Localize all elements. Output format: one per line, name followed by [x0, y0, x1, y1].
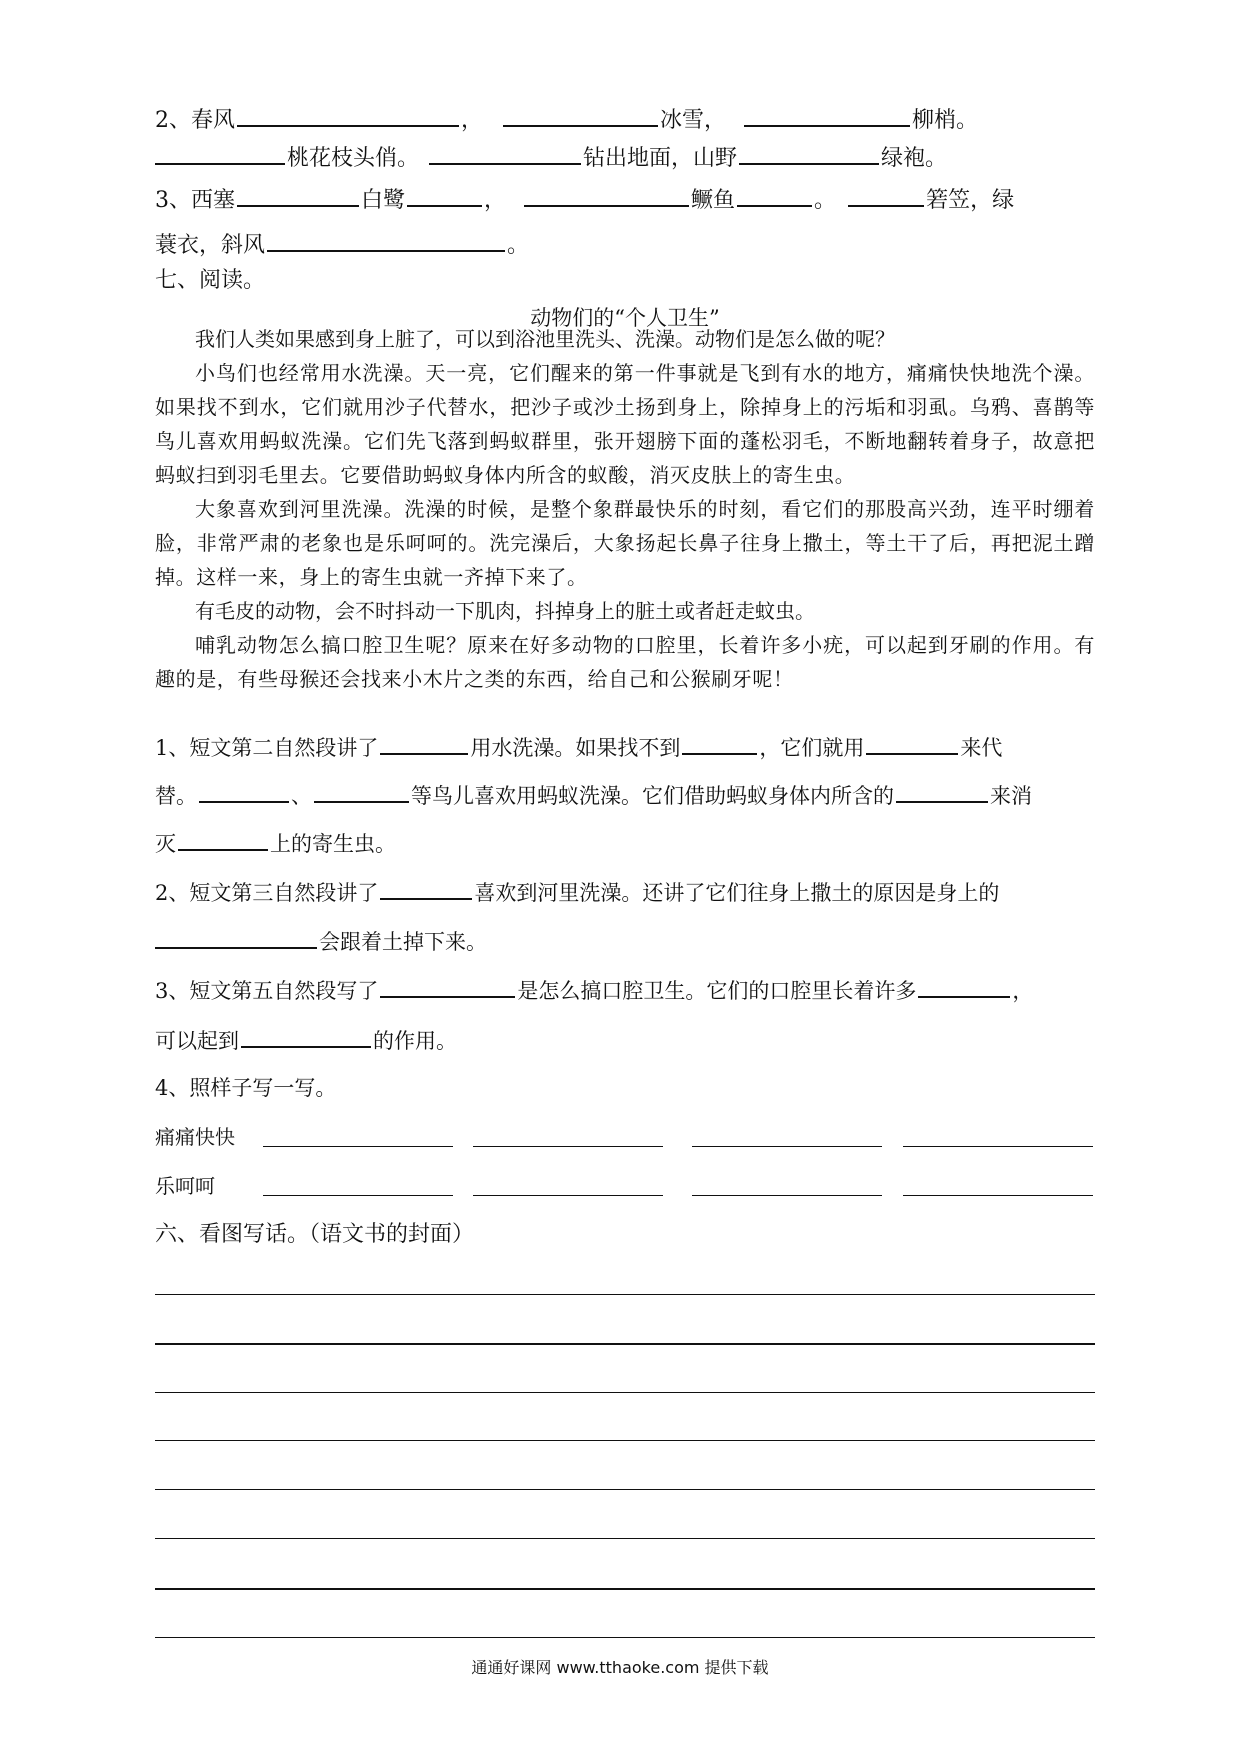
- q2-text-1: 2、春风: [155, 108, 235, 133]
- q2-text-5: 桃花枝头俏。: [287, 146, 420, 171]
- reading-paragraph-2: 小鸟们也经常用水洗澡。天一亮，它们醒来的第一件事就是飞到有水的地方，痛痛快快地洗个澡。如果找不到水，它们就用沙子代替水，把沙子或沙土扬到身上，除掉身上的污垢和羽虱。乌鸦、喜鹊等鸟儿喜欢用蚂蚁洗澡。它们先飞落到蚂蚁群里，张开翅膀下面的蓬松羽毛，不断地翻转着身子，故意把蚂蚁扫到羽毛里去。它要借助蚂蚁身体内所含的蚁酸，消灭皮肤上的寄生虫。: [155, 361, 1095, 487]
- reading-paragraph-4: 有毛皮的动物，会不时抖动一下肌肉，抖掉身上的脏土或者赶走蚊虫。: [195, 599, 815, 623]
- q3r-text-1: 3、短文第五自然段写了: [155, 979, 379, 1003]
- writing-heading: 六、看图写话。（语文书的封面）: [155, 1222, 475, 1247]
- blank[interactable]: [918, 974, 1010, 998]
- blank[interactable]: [682, 731, 757, 755]
- reading-q1-line1: [155, 731, 1002, 763]
- blank[interactable]: [739, 141, 879, 165]
- pattern-blank[interactable]: [263, 1195, 453, 1196]
- pattern-example: 乐呵呵: [155, 1174, 215, 1198]
- blank[interactable]: [866, 731, 958, 755]
- q1-text-4: 来代: [960, 736, 1003, 760]
- q2r-text-2: 喜欢到河里洗澡。还讲了它们往身上撒土的原因是身上的: [474, 881, 1000, 905]
- blank[interactable]: [380, 974, 515, 998]
- blank[interactable]: [199, 779, 289, 803]
- blank[interactable]: [380, 731, 468, 755]
- reading-paragraph-5: 哺乳动物怎么搞口腔卫生呢？原来在好多动物的口腔里，长着许多小疣，可以起到牙刷的作用。有趣的是，有些母猴还会找来小木片之类的东西，给自己和公猴刷牙呢！: [155, 633, 1095, 691]
- q3r-text-2: 是怎么搞口腔卫生。它们的口腔里长着许多: [517, 979, 917, 1003]
- q3-text-6: 箬笠，绿: [926, 188, 1015, 213]
- q3r-text-3: ，: [1012, 979, 1034, 1003]
- blank[interactable]: [503, 103, 658, 127]
- blank[interactable]: [407, 183, 482, 207]
- blank[interactable]: [155, 925, 317, 949]
- q3-text-5: 。: [814, 188, 837, 213]
- q1-text-1: 1、短文第二自然段讲了: [155, 736, 379, 760]
- q1-text-6: 、: [291, 784, 312, 808]
- pattern-row-2: [155, 1171, 1095, 1201]
- pattern-blank[interactable]: [692, 1195, 882, 1196]
- q3-text-7: 蓑衣，斜风: [155, 233, 266, 258]
- pattern-blank[interactable]: [473, 1195, 663, 1196]
- page-footer: 通通好课网 www.tthaoke.com 提供下载: [471, 1658, 769, 1677]
- poem-q2-line1: [155, 103, 978, 136]
- pattern-blank[interactable]: [473, 1146, 663, 1147]
- reading-q2-line1: [155, 876, 999, 908]
- blank[interactable]: [380, 876, 472, 900]
- blank[interactable]: [267, 228, 505, 252]
- writing-line[interactable]: [155, 1294, 1095, 1295]
- pattern-row-1: [155, 1122, 1095, 1152]
- poem-q3-line1: [155, 183, 1014, 216]
- q3-text-4: 鳜鱼: [691, 188, 736, 213]
- blank[interactable]: [314, 779, 409, 803]
- q1-text-2: 用水洗澡。如果找不到: [470, 736, 681, 760]
- writing-line[interactable]: [155, 1588, 1095, 1590]
- q3r-text-4: 可以起到: [155, 1029, 239, 1053]
- pattern-example: 痛痛快快: [155, 1125, 235, 1149]
- writing-line[interactable]: [155, 1343, 1095, 1345]
- reading-q3-line1: [155, 974, 1033, 1006]
- pattern-blank[interactable]: [903, 1195, 1093, 1196]
- reading-heading: 七、阅读。: [155, 268, 266, 293]
- reading-q1-line3: [155, 827, 396, 859]
- pattern-blank[interactable]: [903, 1146, 1093, 1147]
- blank[interactable]: [155, 141, 285, 165]
- reading-q4-prompt: 4、照样子写一写。: [155, 1076, 337, 1100]
- q3-text-2: 白鹭: [361, 188, 406, 213]
- reading-q1-line2: [155, 779, 1032, 811]
- q1-text-9: 灭: [155, 832, 176, 856]
- writing-line[interactable]: [155, 1489, 1095, 1490]
- blank[interactable]: [737, 183, 812, 207]
- q2-text-4: 柳梢。: [912, 108, 979, 133]
- pattern-blank[interactable]: [263, 1146, 453, 1147]
- q2-text-3: 冰雪，: [660, 108, 727, 133]
- q3-text-1: 3、西塞: [155, 188, 235, 213]
- writing-line[interactable]: [155, 1637, 1095, 1638]
- blank[interactable]: [896, 779, 988, 803]
- blank[interactable]: [241, 1024, 371, 1048]
- q1-text-10: 上的寄生虫。: [270, 832, 396, 856]
- q1-text-7: 等鸟儿喜欢用蚂蚁洗澡。它们借助蚂蚁身体内所含的: [411, 784, 894, 808]
- q2-text-7: 绿袍。: [881, 146, 948, 171]
- blank[interactable]: [237, 103, 459, 127]
- q1-text-3: ，它们就用: [759, 736, 865, 760]
- reading-q2-line2: [155, 925, 487, 957]
- q3-text-8: 。: [507, 233, 530, 258]
- poem-q3-line2: [155, 228, 529, 261]
- writing-line[interactable]: [155, 1392, 1095, 1393]
- blank[interactable]: [848, 183, 924, 207]
- blank[interactable]: [429, 141, 581, 165]
- reading-title: 动物们的“个人卫生”: [530, 306, 720, 330]
- blank[interactable]: [744, 103, 910, 127]
- blank[interactable]: [524, 183, 689, 207]
- q1-text-5: 替。: [155, 784, 197, 808]
- q2-text-6: 钻出地面，山野: [583, 146, 738, 171]
- writing-line[interactable]: [155, 1440, 1095, 1441]
- q3-text-3: ，: [484, 188, 507, 213]
- reading-paragraph-3: 大象喜欢到河里洗澡。洗澡的时候，是整个象群最快乐的时刻，看它们的那股高兴劲，连平时绷着脸，非常严肃的老象也是乐呵呵的。洗完澡后，大象扬起长鼻子往身上撒土，等土干了后，再把泥土蹭掉。这样一来，身上的寄生虫就一齐掉下来了。: [155, 497, 1095, 589]
- q2r-text-1: 2、短文第三自然段讲了: [155, 881, 379, 905]
- blank[interactable]: [178, 827, 268, 851]
- reading-paragraph-1: 我们人类如果感到身上脏了，可以到浴池里洗头、洗澡。动物们是怎么做的呢？: [195, 327, 895, 351]
- reading-q3-line2: [155, 1024, 457, 1056]
- pattern-blank[interactable]: [692, 1146, 882, 1147]
- q2-text-2: ，: [461, 108, 484, 133]
- q2r-text-3: 会跟着土掉下来。: [319, 930, 487, 954]
- poem-q2-line2: [155, 141, 947, 174]
- writing-line[interactable]: [155, 1538, 1095, 1539]
- q3r-text-5: 的作用。: [373, 1029, 457, 1053]
- q1-text-8: 来消: [990, 784, 1032, 808]
- blank[interactable]: [237, 183, 359, 207]
